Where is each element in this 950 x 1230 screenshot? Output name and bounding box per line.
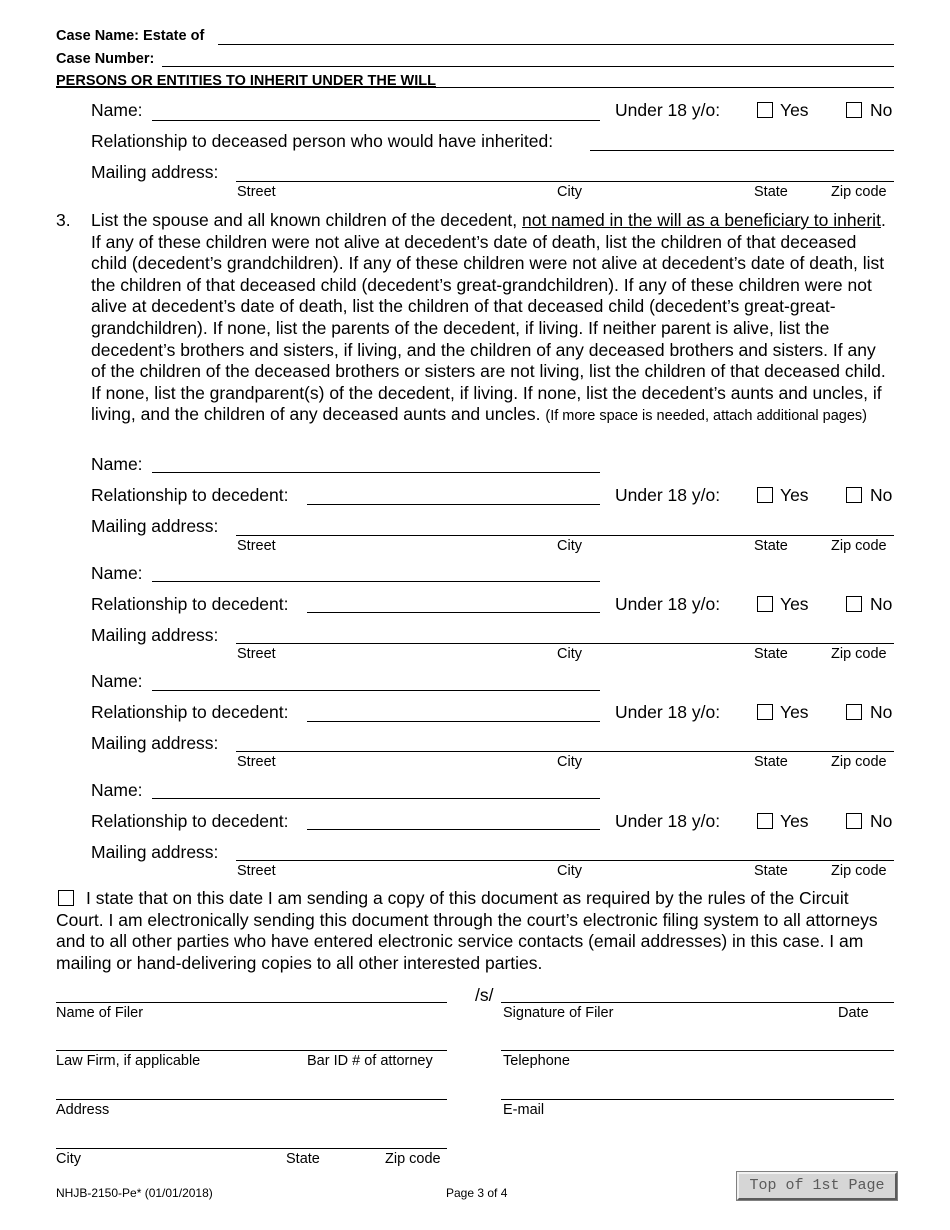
signature-field[interactable]: [501, 1002, 894, 1003]
no-label: No: [870, 594, 893, 614]
city-caption: City: [557, 538, 582, 554]
address-label: Address: [56, 1102, 110, 1118]
email-label: E-mail: [503, 1102, 545, 1118]
yes-label: Yes: [780, 594, 809, 614]
relationship-inherited-label: Relationship to deceased person who would have inherited:: [91, 131, 554, 151]
state-caption: State: [754, 754, 788, 770]
yes-checkbox[interactable]: [757, 487, 773, 503]
relationship-inherited-field[interactable]: [590, 150, 894, 151]
relationship-label: Relationship to decedent:: [91, 811, 289, 831]
relationship-label: Relationship to decedent:: [91, 594, 289, 614]
case-number-field[interactable]: [162, 66, 894, 67]
name-of-filer-field[interactable]: [56, 1002, 447, 1003]
telephone-field[interactable]: [501, 1050, 894, 1051]
signature-of-filer-label: Signature of Filer: [503, 1005, 614, 1021]
relationship-field[interactable]: [307, 721, 600, 722]
law-firm-field[interactable]: [56, 1050, 447, 1051]
no-checkbox[interactable]: [846, 704, 862, 720]
section3-text-underlined: not named in the will as a beneficiary to inherit: [521, 210, 881, 230]
yes-checkbox[interactable]: [757, 813, 773, 829]
name-field[interactable]: [152, 798, 600, 799]
zip-caption: Zip code: [831, 538, 887, 554]
zip-caption: Zip code: [831, 863, 887, 879]
street-caption: Street: [237, 538, 276, 554]
name-label: Name:: [91, 100, 143, 120]
mailing-address-field[interactable]: [236, 535, 894, 536]
no-checkbox[interactable]: [846, 813, 862, 829]
under18-label: Under 18 y/o:: [615, 811, 721, 831]
case-name-field[interactable]: [218, 44, 894, 45]
section3-text-2: . If any of these children were not alive at decedent’s date of death, list the children of that deceased child (decedent’s grandchildren). If any of these children were not alive at decedent’s date of death, list the children of that deceased child (decedent’s great-grandchildren). If any of these children were not alive at decedent’s date of death, list the children of that deceased child (decedent’s great-great-grandchildren). If none, list the parents of the decedent, if living. If neither parent is alive, list the decedent’s brothers and sisters, if living, and the children of any deceased brothers and sisters. If any of the children of the deceased brothers or sisters are not living, list the children of that deceased child. If none, list the grandparent(s) of the decedent, if living. If none, list the decedent’s aunts and uncles, if living, and the children of any deceased aunts and uncles.: [91, 210, 886, 425]
signature-mark: /s/: [475, 985, 494, 1005]
yes-checkbox[interactable]: [757, 596, 773, 612]
relationship-field[interactable]: [307, 504, 600, 505]
email-field[interactable]: [501, 1099, 894, 1100]
no-label: No: [870, 811, 893, 831]
relationship-label: Relationship to decedent:: [91, 485, 289, 505]
name-field[interactable]: [152, 472, 600, 473]
zip-caption: Zip code: [831, 754, 887, 770]
law-firm-label: Law Firm, if applicable: [56, 1053, 201, 1069]
relationship-field[interactable]: [307, 612, 600, 613]
under18-label: Under 18 y/o:: [615, 485, 721, 505]
mailing-address-field[interactable]: [236, 181, 894, 182]
page-number: Page 3 of 4: [446, 1186, 508, 1200]
state-caption: State: [754, 184, 788, 200]
name-label: Name:: [91, 454, 143, 474]
bar-id-label: Bar ID # of attorney: [307, 1053, 433, 1069]
top-of-first-page-button[interactable]: Top of 1st Page: [737, 1172, 897, 1200]
mailing-address-field[interactable]: [236, 860, 894, 861]
yes-label: Yes: [780, 100, 809, 120]
under18-label: Under 18 y/o:: [615, 594, 721, 614]
street-caption: Street: [237, 754, 276, 770]
section3-note: (If more space is needed, attach additional pages): [545, 408, 867, 425]
state-label: State: [286, 1151, 320, 1167]
name-label: Name:: [91, 780, 143, 800]
section-number: 3.: [56, 210, 71, 230]
relationship-field[interactable]: [307, 829, 600, 830]
yes-label: Yes: [780, 811, 809, 831]
yes-checkbox[interactable]: [757, 102, 773, 118]
no-label: No: [870, 100, 893, 120]
name-field[interactable]: [152, 581, 600, 582]
no-checkbox[interactable]: [846, 596, 862, 612]
section3-text-1: List the spouse and all known children of the decedent,: [91, 210, 522, 230]
city-caption: City: [557, 863, 582, 879]
mailing-address-label: Mailing address:: [91, 516, 219, 536]
zip-caption: Zip code: [831, 184, 887, 200]
case-number-label: Case Number:: [56, 51, 155, 67]
section-title: PERSONS OR ENTITIES TO INHERIT UNDER THE WILL: [56, 73, 436, 89]
zip-label: Zip code: [385, 1151, 441, 1167]
mailing-address-label: Mailing address:: [91, 162, 219, 182]
under18-label: Under 18 y/o:: [615, 702, 721, 722]
address-field[interactable]: [56, 1099, 447, 1100]
city-caption: City: [557, 754, 582, 770]
relationship-label: Relationship to decedent:: [91, 702, 289, 722]
city-label: City: [56, 1151, 81, 1167]
name-field[interactable]: [152, 120, 600, 121]
name-label: Name:: [91, 563, 143, 583]
header-rule: [56, 87, 894, 88]
state-caption: State: [754, 646, 788, 662]
name-of-filer-label: Name of Filer: [56, 1005, 144, 1021]
under18-label: Under 18 y/o:: [615, 100, 721, 120]
case-name-label: Case Name: Estate of: [56, 28, 205, 44]
date-label: Date: [838, 1005, 869, 1021]
yes-checkbox[interactable]: [757, 704, 773, 720]
telephone-label: Telephone: [503, 1053, 570, 1069]
street-caption: Street: [237, 646, 276, 662]
street-caption: Street: [237, 863, 276, 879]
mailing-address-field[interactable]: [236, 751, 894, 752]
state-caption: State: [754, 863, 788, 879]
yes-label: Yes: [780, 485, 809, 505]
mailing-address-label: Mailing address:: [91, 842, 219, 862]
yes-label: Yes: [780, 702, 809, 722]
mailing-address-label: Mailing address:: [91, 733, 219, 753]
no-label: No: [870, 702, 893, 722]
section3-instructions: [91, 210, 891, 428]
mailing-address-field[interactable]: [236, 643, 894, 644]
city-caption: City: [557, 184, 582, 200]
no-checkbox[interactable]: [846, 102, 862, 118]
certification-statement: [56, 888, 901, 974]
no-checkbox[interactable]: [846, 487, 862, 503]
no-label: No: [870, 485, 893, 505]
form-id: NHJB-2150-Pe* (01/01/2018): [56, 1186, 213, 1200]
city-caption: City: [557, 646, 582, 662]
city-state-zip-field[interactable]: [56, 1148, 447, 1149]
state-caption: State: [754, 538, 788, 554]
street-caption: Street: [237, 184, 276, 200]
name-field[interactable]: [152, 690, 600, 691]
zip-caption: Zip code: [831, 646, 887, 662]
certification-text: I state that on this date I am sending a copy of this document as required by the rules of the Circuit Court. I am electronically sending this document through the court’s electronic filing system to all attorneys and to all other parties who have entered electronic service contacts (email addresses) in this case. I am mailing or hand-delivering copies to all other interested parties.: [56, 888, 878, 973]
mailing-address-label: Mailing address:: [91, 625, 219, 645]
name-label: Name:: [91, 671, 143, 691]
